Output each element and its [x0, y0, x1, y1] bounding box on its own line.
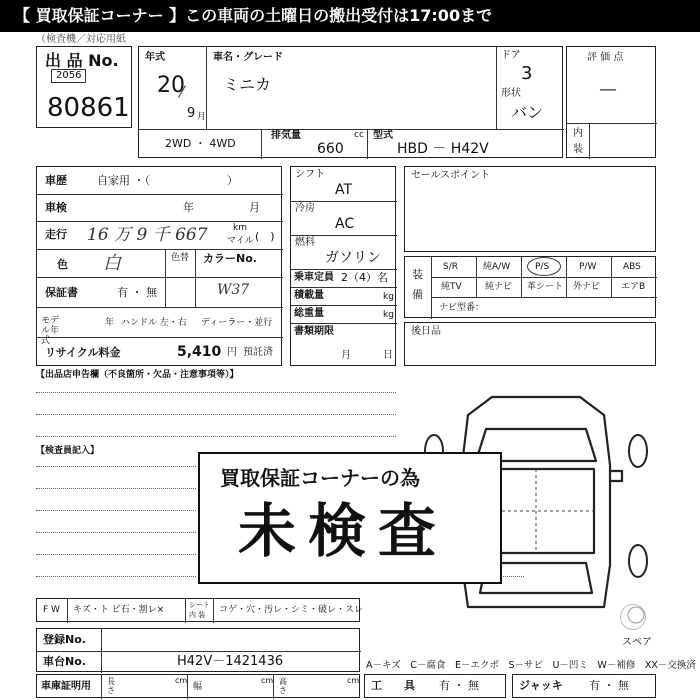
spare-label: スペア [622, 637, 652, 648]
garage-label: 車庫証明用 [41, 681, 91, 692]
jack-box [512, 674, 656, 698]
equip-navi-model: ナビ型番： [439, 303, 485, 313]
fuel-value: ガソリン [325, 250, 381, 266]
docs-label: 書類期限 [294, 326, 334, 337]
model-year-year: 年 [105, 318, 115, 328]
afterparts-label: 後日品 [411, 326, 441, 337]
garage-length: 長さ [107, 677, 115, 695]
type-label: 型式 [373, 130, 393, 141]
color-no-value: W37 [217, 282, 250, 298]
type-value: HBD － H42V [397, 141, 489, 157]
equip-sr: S/R [443, 262, 458, 272]
afterparts-box [404, 322, 656, 366]
car-name: ミニカ [223, 75, 272, 94]
inspector-notes-label: 【検査員記入】 [36, 446, 100, 456]
color-value: 白 [103, 253, 121, 274]
shaken-year: 年 [183, 201, 194, 214]
tools-value: 有 ・ 無 [439, 679, 479, 692]
year-value: 20 [157, 73, 185, 98]
tools-label: 工 具 [371, 679, 415, 692]
interior-label-2: 装 [573, 144, 583, 155]
equipment-label-1: 装 [412, 268, 423, 281]
equip-leather: 革シート [527, 282, 564, 292]
capacity-label: 乗車定員 [294, 272, 334, 283]
equip-ps-circle [527, 257, 561, 276]
fw-label: F W [43, 605, 60, 615]
recycle-status: 預託済 [243, 347, 273, 358]
capacity-value: 2（4）名 [341, 271, 388, 284]
equip-aw: 純A/W [483, 262, 511, 272]
mileage-unit-km: km [233, 223, 247, 233]
equip-tv: 純TV [441, 282, 462, 292]
banner-text: 【 買取保証コーナー 】この車両の土曜日の搬出受付は17:00まで [14, 6, 493, 25]
recycle-unit: 円 [227, 347, 237, 358]
lot-label: 出 品 No. [45, 51, 119, 70]
registration-label: 登録No. [43, 633, 86, 646]
load-label: 積載量 [294, 290, 324, 301]
engine-value: 660 [317, 141, 344, 157]
shaken-label: 車検 [45, 201, 67, 214]
equip-ps: P/S [535, 262, 550, 272]
specs-box [290, 166, 396, 366]
seat-items: コゲ・穴・汚レ・シミ・破レ・スレ [219, 605, 364, 615]
details-box [36, 166, 282, 366]
spare-tire-icon [620, 604, 646, 630]
chassis-value: H42V－1421436 [177, 654, 284, 669]
engine-label: 排気量 [271, 130, 301, 141]
drive-label: 2WD ・ 4WD [165, 137, 236, 150]
lot-box [36, 46, 132, 128]
mileage-label: 走行 [45, 228, 67, 241]
fw-row [36, 598, 364, 622]
year-label: 年式 [145, 52, 165, 63]
garage-width-cm: cm [261, 676, 274, 685]
jack-value: 有 ・ 無 [589, 679, 629, 692]
garage-height: 高さ [279, 677, 287, 695]
shaken-month: 月 [249, 201, 260, 214]
garage-height-cm: cm [347, 676, 360, 685]
fw-items: キズ・ト ビ石・割レ× [73, 605, 165, 615]
doors-value: 3 [521, 63, 533, 84]
doors-label: ドア [501, 50, 521, 61]
mileage-unit-mile: マイル [227, 236, 254, 246]
color-change-label: 色替 [171, 253, 190, 263]
equip-airbag: エアB [621, 282, 646, 292]
equipment-box [404, 256, 656, 318]
shift-value: AT [335, 182, 353, 198]
chassis-label: 車台No. [43, 655, 86, 668]
color-no-label: カラーNo. [203, 252, 257, 265]
recycle-value: 5,410 [177, 344, 222, 360]
vehicle-info-box [138, 46, 563, 158]
shape-label: 形状 [501, 88, 521, 99]
seat-label-1: シート [189, 601, 210, 609]
aircon-value: AC [335, 216, 355, 232]
equip-abs: ABS [623, 262, 641, 272]
gross-label: 総重量 [294, 308, 324, 319]
equip-ext-navi: 外ナビ [573, 282, 601, 292]
not-inspected-stamp [198, 452, 502, 584]
shift-label: シフト [295, 169, 325, 180]
stamp-line-2: 未検査 [238, 497, 449, 565]
car-name-label: 車名・グレード [213, 52, 283, 63]
color-label: 色 [57, 258, 68, 271]
lot-number: 80861 [47, 93, 130, 123]
engine-unit: cc [354, 130, 364, 140]
gross-unit: kg [383, 310, 394, 320]
rating-label: 評 価 点 [587, 52, 624, 63]
garage-box [36, 674, 360, 698]
warranty-value: 有 ・ 無 [117, 286, 157, 299]
damage-legend: A－キズ C－腐食 E－エクボ S－サビ U－凹ミ W－補修 XX－交換済 [366, 660, 696, 671]
sales-points-box [404, 166, 656, 252]
rating-box [566, 46, 656, 158]
exhibitor-notes-label: 【出品店申告欄（不良箇所・欠品・注意事項等）】 [36, 370, 239, 380]
load-unit: kg [383, 292, 394, 302]
lot-stamp: 2056 [51, 69, 86, 83]
rating-value: — [599, 79, 617, 100]
docs-day: 日 [383, 350, 393, 361]
docs-month: 月 [341, 350, 351, 361]
model-year-handle: ハンドル 左・右 [121, 318, 187, 328]
garage-width: 幅 [193, 682, 203, 692]
fuel-label: 燃料 [295, 237, 315, 248]
registration-box [36, 628, 360, 672]
history-value: 自家用 ・（ ） [97, 174, 238, 187]
stamp-line-1: 買取保証コーナーの為 [220, 466, 420, 490]
aircon-label: 冷房 [295, 203, 315, 214]
recycle-label: リサイクル料金 [45, 346, 121, 359]
seat-label-2: 内 装 [189, 611, 206, 619]
year-month-suffix: 月 [197, 112, 207, 122]
mileage-paren: ( ) [255, 230, 275, 243]
jack-label: ジャッキ [519, 679, 563, 692]
sheet-type: （検査機／対応用紙 [36, 34, 126, 45]
equipment-label-2: 備 [412, 288, 423, 301]
sales-points-label: セールスポイント [411, 170, 491, 181]
history-label: 車歴 [45, 174, 67, 187]
mileage-value: 16 万 9 千 667 [87, 225, 208, 245]
equip-navi: 純ナビ [485, 282, 513, 292]
interior-label-1: 内 [573, 128, 583, 139]
garage-length-cm: cm [175, 676, 188, 685]
year-month: 9 [187, 106, 196, 121]
warranty-label: 保証書 [45, 286, 78, 299]
tools-box [364, 674, 506, 698]
model-year-dealer: ディーラー・並行 [201, 318, 273, 328]
equip-pw: P/W [579, 262, 597, 272]
header-banner [0, 0, 700, 32]
shape-value: バン [511, 103, 544, 122]
model-year-label: モデル年式 [41, 316, 60, 346]
